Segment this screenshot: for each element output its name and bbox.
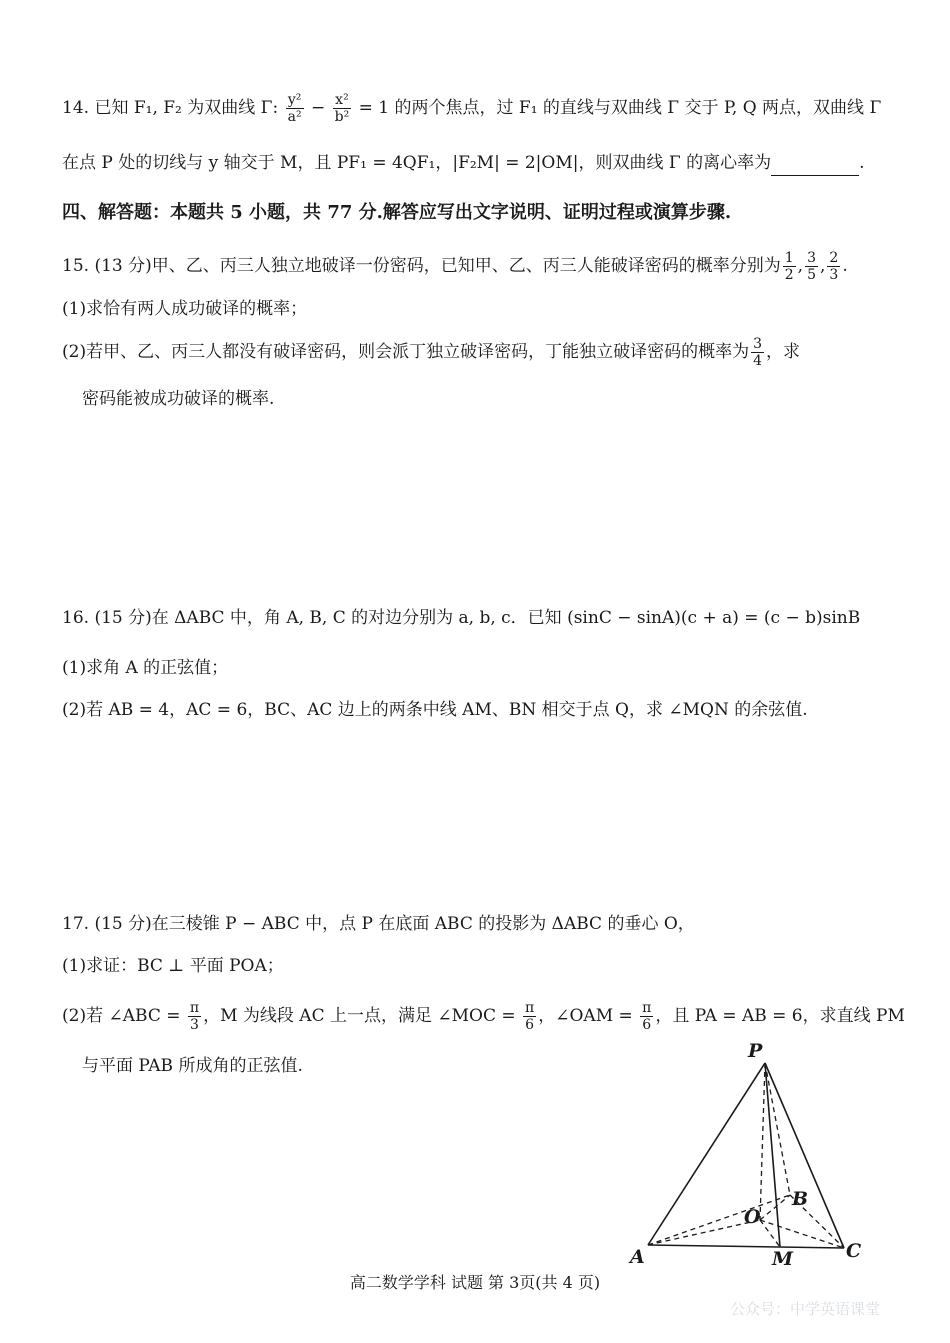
fraction-pi-6-a: $\frac{\pi}{6}$ (525, 1000, 535, 1033)
q14-text-b: = 1 的两个焦点，过 F₁ 的直线与双曲线 Γ 交于 P, Q 两点，双曲线 Γ (353, 98, 882, 118)
edge-OM (760, 1220, 780, 1247)
edge-AB (648, 1195, 790, 1245)
q15-part1: (1)求恰有两人成功破译的概率； (62, 299, 308, 319)
label-B: B (792, 1188, 809, 1210)
q17-line1: 17. (15 分)在三棱锥 P − ABC 中，点 P 在底面 ABC 的投影为 ΔABC 的垂心 O， (62, 914, 695, 934)
q16-part1: (1)求角 A 的正弦值； (62, 658, 229, 678)
q14-line1: 14. 已知 F₁, F₂ 为双曲线 Γ: $\frac{\text{y²}}{\text{a²}}$ − $\frac{\text{x²}}{\text{b²}}$ = 1 的两个焦点，过 F₁ 的直线与双曲线 Γ 交于 P, Q 两点，双曲线 Γ (62, 92, 882, 125)
edge-PM (765, 1063, 780, 1247)
pyramid-figure (620, 1035, 880, 1275)
q14-text-a: 14. 已知 F₁, F₂ 为双曲线 Γ: (62, 98, 284, 118)
label-O: O (744, 1206, 761, 1228)
q14-line2: 在点 P 处的切线与 y 轴交于 M，且 PF₁ = 4QF₁，|F₂M| = 2|OM|，则双曲线 Γ 的离心率为 . (62, 150, 864, 176)
edge-OB (760, 1195, 790, 1220)
prob-yi: $\frac{3}{5}$ (807, 250, 816, 283)
fraction-pi-6-b: $\frac{\pi}{6}$ (642, 1000, 652, 1033)
fraction-pi-3: $\frac{\pi}{3}$ (189, 1000, 200, 1033)
prob-ding: $\frac{3}{4}$ (753, 336, 763, 369)
edge-PB (765, 1063, 790, 1195)
label-C: C (846, 1240, 862, 1262)
q15-part2-line2: 密码能被成功破译的概率. (82, 389, 275, 409)
q16-line1: 16. (15 分)在 ΔABC 中，角 A, B, C 的对边分别为 a, b, c．已知 (sinC − sinA)(c + a) = (c − b)sinB (62, 608, 861, 628)
page-footer: 高二数学学科 试题 第 3页(共 4 页) (349, 1273, 601, 1292)
edge-OC (760, 1220, 844, 1248)
answer-blank[interactable] (771, 157, 859, 176)
edge-PC (765, 1063, 844, 1248)
q17-part2: (2)若 ∠ABC = $\frac{\pi}{3}$ ，M 为线段 AC 上一点，满足 ∠MOC = $\frac{\pi}{6}$ ，∠OAM = $\frac{\pi}{6}$ ，且 PA = AB = 6，求直线 PM (62, 1000, 905, 1033)
watermark: 公众号：中学英语课堂 (729, 1300, 880, 1318)
label-M: M (772, 1248, 794, 1270)
edge-PO (760, 1063, 765, 1220)
q17-part2-line2: 与平面 PAB 所成角的正弦值. (82, 1056, 303, 1076)
label-A: A (630, 1246, 645, 1268)
q15-line1: 15. (13 分)甲、乙、丙三人独立地破译一份密码，已知甲、乙、丙三人能破译密码的概率分别为 $\frac{1}{2}$ , $\frac{3}{5}$ , $\frac{2}{3}$ . (62, 250, 848, 283)
edge-AC (648, 1245, 844, 1248)
q16-part2: (2)若 AB = 4，AC = 6，BC、AC 边上的两条中线 AM、BN 相交于点 Q，求 ∠MQN 的余弦值. (62, 700, 808, 720)
label-P: P (748, 1040, 763, 1062)
fraction-x2-b2: $\frac{\text{x²}}{\text{b²}}$ (334, 92, 350, 125)
section-heading: 四、解答题：本题共 5 小题，共 77 分.解答应写出文字说明、证明过程或演算步骤. (62, 202, 732, 223)
prob-jia: $\frac{1}{2}$ (784, 250, 794, 283)
fraction-y2-a2: $\frac{\text{y²}}{\text{a²}}$ (287, 92, 302, 125)
q17-part1: (1)求证：BC ⊥ 平面 POA； (62, 956, 284, 976)
q15-part2: (2)若甲、乙、丙三人都没有破译密码，则会派丁独立破译密码，丁能独立破译密码的概率为 $\frac{3}{4}$ ，求 (62, 336, 801, 369)
prob-bing: $\frac{2}{3}$ (829, 250, 839, 283)
